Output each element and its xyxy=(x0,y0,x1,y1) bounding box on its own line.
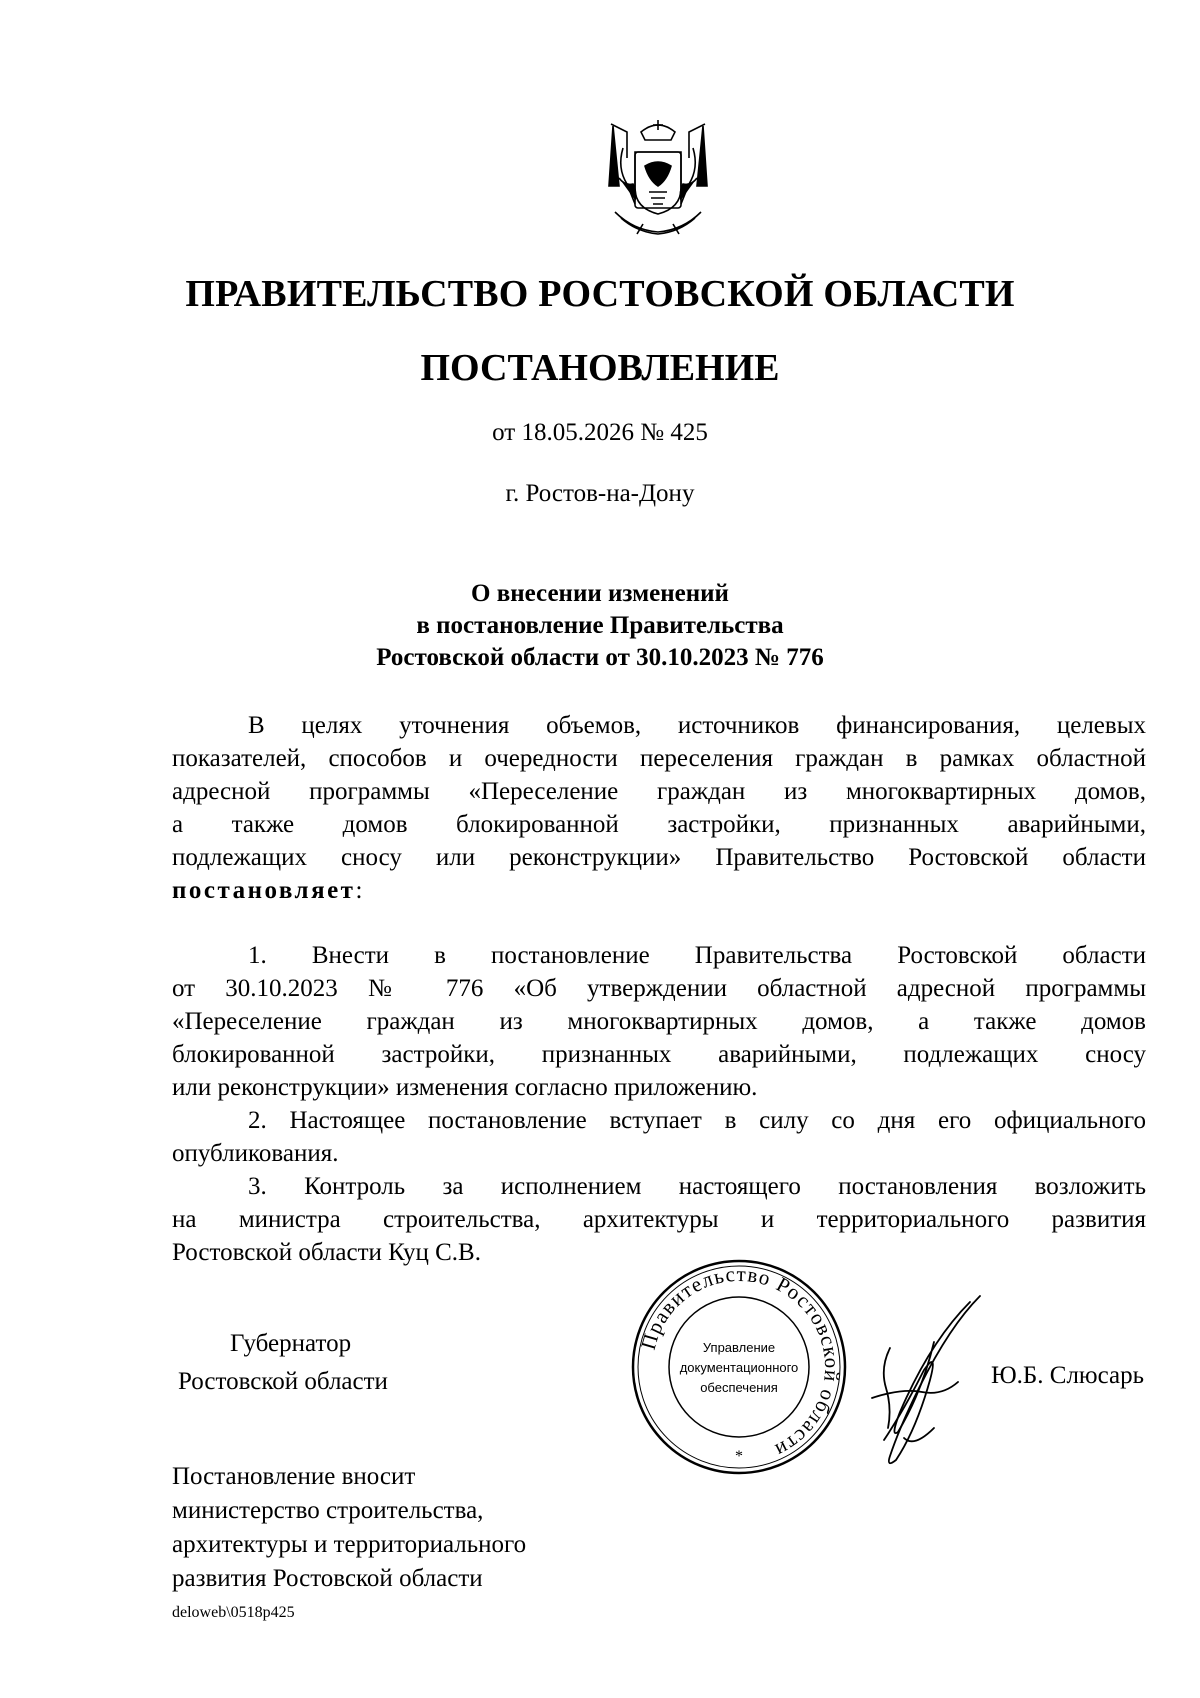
text-line: 3. Контроль за исполнением настоящего постановления возложить xyxy=(248,1173,1146,1200)
list-item xyxy=(172,939,1146,1104)
text-line: адресной программы «Переселение граждан из многоквартирных домов, xyxy=(172,778,1146,805)
document-title xyxy=(0,578,1200,674)
position-line: Ростовской области xyxy=(178,1368,388,1395)
stamp-center-line: документационного xyxy=(679,1360,799,1375)
document-type-heading: ПОСТАНОВЛЕНИЕ xyxy=(420,347,780,389)
decree-line xyxy=(172,874,1146,907)
title-line: О внесении изменений xyxy=(471,580,729,607)
handwritten-signature xyxy=(860,1288,990,1478)
stamp-ring-text: Правительство Ростовской области xyxy=(635,1261,845,1464)
note-line: министерство строительства, xyxy=(172,1497,484,1524)
stamp-star-icon: * xyxy=(735,1448,743,1465)
decree-items xyxy=(172,939,1146,1269)
text-line: показателей, способов и очередности переселения граждан в рамках областной xyxy=(172,745,1146,772)
coat-of-arms-icon xyxy=(603,118,713,242)
title-line: Ростовской области от 30.10.2023 № 776 xyxy=(376,644,824,671)
official-stamp xyxy=(630,1258,848,1476)
text-line: В целях уточнения объемов, источников финансирования, целевых xyxy=(248,712,1146,739)
stamp-center-line: обеспечения xyxy=(700,1380,778,1395)
list-item xyxy=(172,1104,1146,1170)
text-line: 2. Настоящее постановление вступает в силу со дня его официального xyxy=(248,1107,1146,1134)
text-line: на министра строительства, архитектуры и территориального развития xyxy=(172,1206,1146,1233)
signatory-name: Ю.Б. Слюсарь xyxy=(990,1362,1144,1389)
text-line: от 30.10.2023 № 776 «Об утверждении областной адресной программы xyxy=(172,975,1146,1002)
decree-word: постановляет xyxy=(172,877,356,904)
text-line: подлежащих сносу или реконструкции» Правительство Ростовской области xyxy=(172,844,1146,871)
note-line: архитектуры и территориального xyxy=(172,1531,527,1558)
text-line: «Переселение граждан из многоквартирных домов, а также домов xyxy=(172,1008,1146,1035)
signatory-position xyxy=(178,1325,388,1401)
note-line: Постановление вносит xyxy=(172,1463,416,1490)
date-number-line: от 18.05.2026 № 425 xyxy=(492,419,708,446)
list-item xyxy=(172,1170,1146,1269)
note-line: развития Ростовской области xyxy=(172,1565,483,1592)
text-line: опубликования. xyxy=(172,1140,339,1167)
government-heading: ПРАВИТЕЛЬСТВО РОСТОВСКОЙ ОБЛАСТИ xyxy=(185,273,1015,315)
decree-colon: : xyxy=(355,877,363,904)
city-line: г. Ростов-на-Дону xyxy=(505,480,695,507)
stamp-center-line: Управление xyxy=(702,1340,776,1355)
submitter-note xyxy=(172,1460,526,1596)
text-line: или реконструкции» изменения согласно приложению. xyxy=(172,1074,758,1101)
title-line: в постановление Правительства xyxy=(416,612,784,639)
text-line: а также домов блокированной застройки, признанных аварийными, xyxy=(172,811,1146,838)
position-line: Губернатор xyxy=(230,1330,352,1357)
text-line: блокированной застройки, признанных аварийными, подлежащих сносу xyxy=(172,1041,1146,1068)
document-code: deloweb\0518p425 xyxy=(172,1604,295,1621)
text-line: Ростовской области Куц С.В. xyxy=(172,1239,481,1266)
text-line: 1. Внести в постановление Правительства Ростовской области xyxy=(248,942,1146,969)
preamble-paragraph xyxy=(172,709,1146,907)
